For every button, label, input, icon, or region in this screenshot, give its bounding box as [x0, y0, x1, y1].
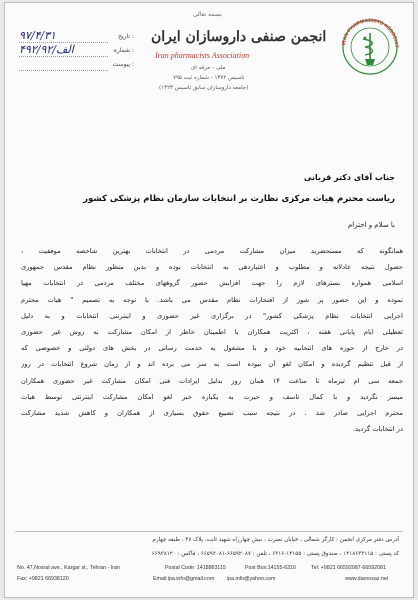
association-name-en: Iran pharmacists Association — [155, 51, 250, 60]
body-line: حصول نتیجه عادلانه و مطلوب و اعتباردهی به انتخابات بوده و بدین منظور نظام مقدس جمهوری — [21, 263, 403, 272]
body-line: نموده و این حضور پر شور از افتخارات نظام مقدس می باشد. با توجه به تصمیم " هیات محترم — [21, 295, 403, 304]
footer-website[interactable]: www.daroosaz.net — [345, 576, 389, 582]
body-line: جمعه سی ام تیرماه تا ساعت ۱۴ همان روز بدلیل ایرادات فنی امکان مشارکت غیر حضوری همکاران — [21, 376, 403, 385]
letter-meta — [19, 29, 134, 75]
header-line-3: (جامعه داروسازان سابق تاسیس ۱۳۲۳) — [159, 85, 249, 91]
date-value: ۹۷/۴/۳۱ — [19, 29, 56, 42]
body-line: در خارج از حوزه های انتخابیه خود و با مشغول به خدمت رسانی در بخش های دولتی و خصوصی که — [21, 344, 403, 353]
letterhead — [5, 3, 413, 109]
footer-postal-en: Postal Code: 1418863115 — [165, 565, 226, 571]
logo-arc-text: IRAN PHARMACISTS ASSOCIAT — [341, 18, 400, 48]
body-line: اسلامی همواره بسترهای لازم را جهت افزایش حضور گروههای مختلف مردمی در انتخابات مهیا — [21, 279, 403, 288]
footer-address-fa: آدرس دفتر مرکزی انجمن : کارگر شمالی ، خیابان نصرت ، نبش چهارراه شهید ثابت، پلاک ۴۷ ، طبقه چهارم — [152, 537, 399, 543]
footer-fax-en: Fax: +9821 66938120 — [17, 576, 69, 582]
body-line: محترم اجرایی صادر شد . در نتیجه سبب تضییع حقوق بسیاری از همکاران و کاهش شدید مشارکت — [21, 408, 403, 417]
association-logo-icon — [335, 9, 405, 81]
footer-email-en[interactable]: Email:ipa.info@gmail.com — [153, 576, 215, 582]
letter-body — [21, 243, 403, 437]
header-line-2: تاسیس ۱۳۷۲ - شماره ثبت ۷۹۵ — [173, 75, 245, 81]
number-value: ۴۹۲/الف/۹۲ — [19, 43, 74, 56]
addressee: جناب آقای دکتر قربانی — [303, 173, 395, 182]
body-line: همانگونه که مستحضرید میزان مشارکت مردمی در انتخابات بهترین شاخصه موفقیت ، — [21, 247, 403, 255]
footer-pobox-en: Post Box:14155-6316 — [245, 565, 296, 571]
body-line: اجرایی انتخابات نظام پزشکی کشور" در برگزاری غیر حضوری و اینترنتی انتخابات و به دلیل — [21, 311, 403, 320]
association-name-fa: انجمن صنفی داروسازان ایران — [151, 29, 327, 45]
footer-tel-en: Tel: +9821 66592087-66592081 — [311, 565, 386, 571]
footer-contacts-fa: کد پستی : ۱۴۱۸۶۳۳۱۱۵ ، صندوق پستی : ۱۴۱۵۵-۶۳۱۶ ، تلفن : ۶۶۵۹۲۰۸۷-۶۶۵۹۲۰۸۱ ، فاکس : ۶۶۹۳۸۱۲۰ — [151, 551, 399, 557]
header-line-1: ملی - حرفه ای — [191, 65, 226, 71]
number-label: شماره : — [113, 47, 134, 54]
footer-email2-en[interactable]: ipa.info@yahoo.com — [227, 576, 276, 582]
letter-subject: ریاست محترم هیات مرکزی نظارت بر انتخابات سازمان نظام پزشکی کشور — [83, 194, 395, 204]
attachment-label: پیوست : — [112, 61, 134, 68]
date-label: تاریخ : — [118, 33, 134, 40]
body-line: تعطیلی ایام پایانی هفته ، اکثریت همکاران با اطمینان خاطر از امکان مشارکت به روش غیر حضوری — [21, 327, 403, 336]
basmala: بسمه تعالی — [193, 11, 222, 18]
greeting: با سلام و احترام — [347, 221, 395, 229]
footer-address-en: No. 47,Nosrat ave., Kargar st., Tehran - Iran — [17, 565, 120, 571]
body-line: میسر نگردید و با کمال تاسف و حیرت به یکباره خبر لغو امکان مشارکت اینترنتی توسط هیات — [21, 392, 403, 401]
body-line: در انتخابات گردید. — [352, 425, 403, 434]
body-line: از قبل تنظیم گردیده و امکان لغو آن نبوده است به سر می برده اند و از زمان شروع انتخابات در روز — [21, 360, 403, 369]
letter-footer — [5, 521, 413, 598]
letter-page — [4, 2, 414, 598]
footer-divider — [15, 531, 403, 532]
